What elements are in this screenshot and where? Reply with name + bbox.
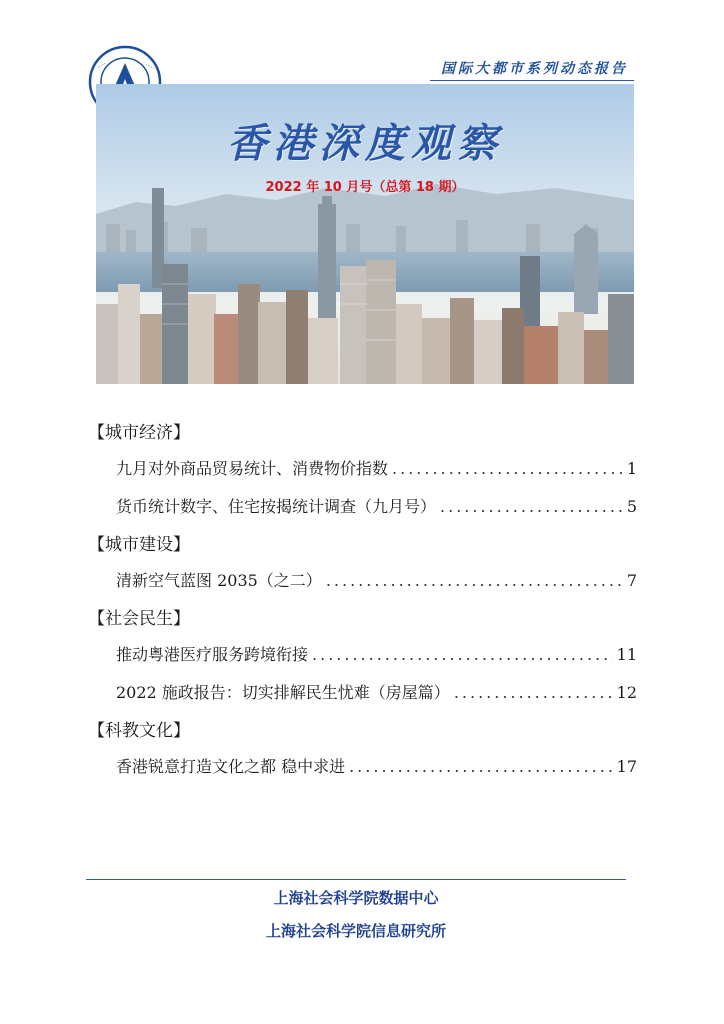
toc-section-title: 【城市建设】	[88, 535, 190, 555]
table-of-contents	[88, 420, 648, 792]
toc-section-title: 【城市经济】	[88, 423, 190, 443]
svg-text:·····: ·····	[143, 61, 156, 73]
svg-text:·····: ·····	[95, 60, 108, 72]
footer-divider	[86, 879, 626, 880]
toc-entry[interactable]	[116, 680, 637, 706]
header-divider	[430, 80, 634, 81]
toc-entry[interactable]	[116, 642, 637, 668]
toc-leader-dots	[349, 754, 613, 780]
toc-entry[interactable]	[116, 456, 637, 482]
toc-entry-page: 5	[626, 497, 637, 516]
toc-entry-title: 货币统计数字、住宅按揭统计调查（九月号）	[116, 497, 437, 516]
toc-entry-title: 九月对外商品贸易统计、消费物价指数	[116, 459, 389, 478]
toc-section-title: 【科教文化】	[88, 721, 190, 741]
toc-entry-page: 1	[626, 459, 637, 478]
toc-leader-dots	[440, 494, 623, 520]
toc-entry[interactable]	[116, 568, 637, 594]
publisher-line-2: 上海社会科学院信息研究所	[265, 922, 446, 940]
toc-entry-title: 2022 施政报告：切实排解民生忧难（房屋篇）	[116, 683, 450, 702]
toc-entry-title: 推动粤港医疗服务跨境衔接	[116, 645, 309, 664]
toc-entry[interactable]	[116, 494, 637, 520]
toc-entry[interactable]	[116, 754, 637, 780]
publisher-line-1: 上海社会科学院数据中心	[273, 889, 439, 907]
toc-leader-dots	[312, 642, 613, 668]
toc-leader-dots	[326, 568, 623, 594]
toc-leader-dots	[392, 456, 623, 482]
toc-entry-page: 17	[616, 757, 637, 776]
toc-entry-title: 清新空气蓝图 2035（之二）	[116, 571, 322, 590]
toc-entry-title: 香港锐意打造文化之都 稳中求进	[116, 757, 346, 776]
toc-entry-page: 12	[616, 683, 637, 702]
toc-section-title: 【社会民生】	[88, 609, 190, 629]
magazine-title: 香港深度观察	[227, 120, 503, 167]
cover-banner	[96, 84, 634, 384]
toc-entry-page: 11	[616, 645, 637, 664]
toc-leader-dots	[454, 680, 613, 706]
issue-label: 2022 年 10 月号（总第 18 期）	[265, 180, 465, 195]
series-title: 国际大都市系列动态报告	[441, 61, 628, 77]
toc-entry-page: 7	[626, 571, 637, 590]
